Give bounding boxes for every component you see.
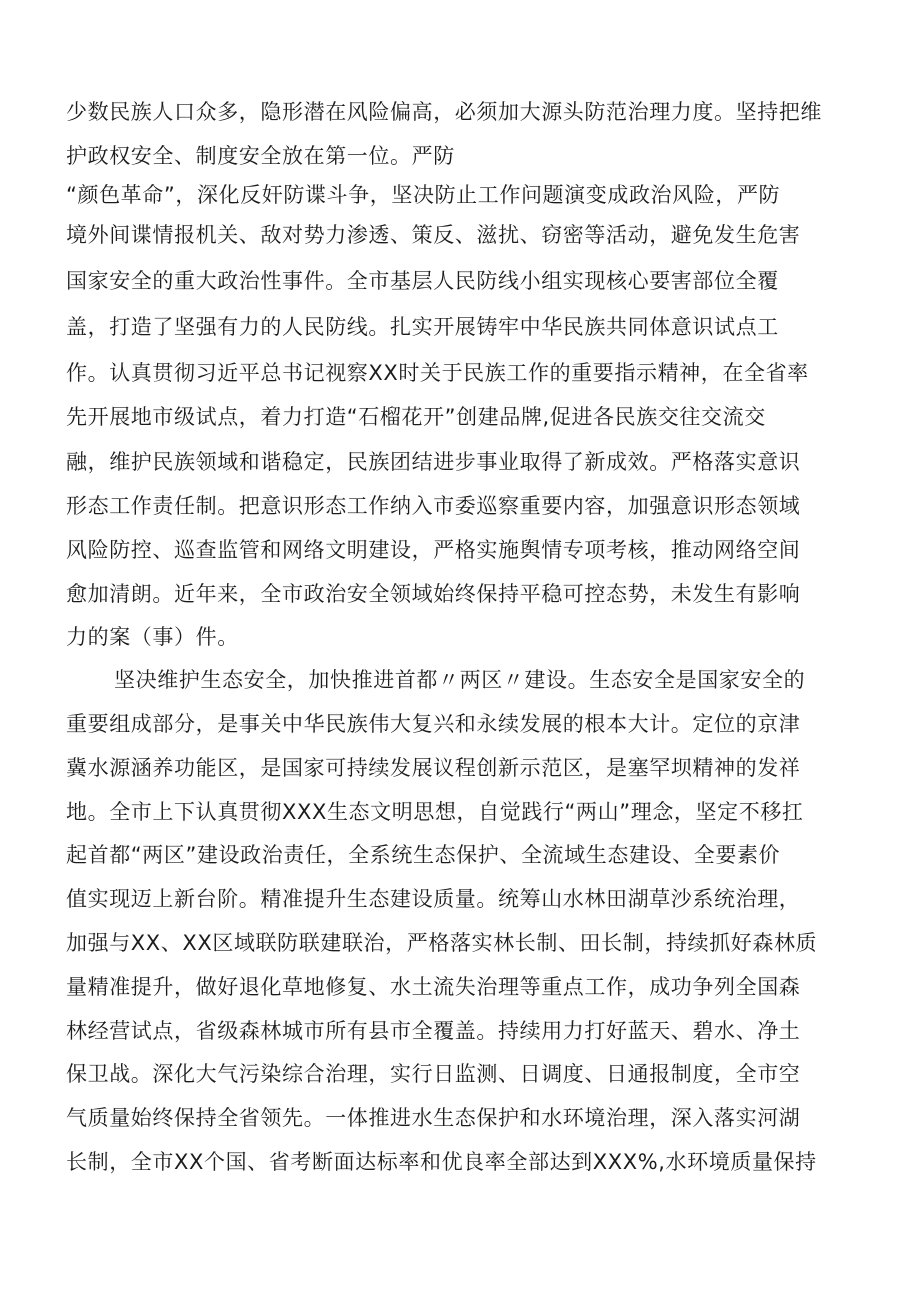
text-line: 国家安全的重大政治性事件。全市基层人民防线小组实现核心要害部位全覆 bbox=[66, 269, 779, 293]
text-line: 保卫战。深化大气污染综合治理，实行日监测、日调度、日通报制度，全市空 bbox=[66, 1062, 801, 1086]
text-line: 少数民族人口众多，隐形潜在风险偏高，必须加大源头防范治理力度。坚持把维 bbox=[66, 100, 822, 124]
text-line: 气质量始终保持全省领先。一体推进水生态保护和水环境治理，深入落实河湖 bbox=[66, 1106, 801, 1130]
text-line: 量精准提升，做好退化草地修复、水土流失治理等重点工作，成功争列全国森 bbox=[66, 975, 801, 999]
text-line: 护政权安全、制度安全放在第一位。严防 bbox=[66, 144, 455, 168]
text-line: 加强与XX、XX区域联防联建联治，严格落实林长制、田长制，持续抓好森林质 bbox=[66, 931, 818, 955]
text-line: 重要组成部分，是事关中华民族伟大复兴和永续发展的根本大计。定位的京津 bbox=[66, 712, 801, 736]
text-line: 先开展地市级试点，着力打造“石榴花开”创建品牌,促进各民族交往交流交 bbox=[66, 405, 766, 429]
text-line: 长制，全市XX个国、省考断面达标率和优良率全部达到XXX%,水环境质量保持 bbox=[66, 1150, 817, 1174]
text-line: 愈加清朗。近年来，全市政治安全领域始终保持平稳可控态势，未发生有影响 bbox=[66, 582, 801, 606]
paragraph-first-line: 坚决维护生态安全，加快推进首都〃两区〃建设。生态安全是国家安全的 bbox=[114, 668, 806, 692]
text-line: 境外间谍情报机关、敌对势力渗透、策反、滋扰、窃密等活动，避免发生危害 bbox=[66, 223, 801, 247]
text-line: 力的案（事）件。 bbox=[66, 625, 239, 649]
text-line: “颜色革命”，深化反奸防谍斗争，坚决防止工作问题演变成政治风险，严防 bbox=[66, 183, 781, 207]
text-line: 值实现迈上新台阶。精准提升生态建设质量。统筹山水林田湖草沙系统治理， bbox=[66, 887, 801, 911]
text-line: 冀水源涵养功能区，是国家可持续发展议程创新示范区，是塞罕坝精神的发祥 bbox=[66, 756, 801, 780]
text-line: 盖，打造了坚强有力的人民防线。扎实开展铸牢中华民族共同体意识试点工 bbox=[66, 315, 779, 339]
text-line: 作。认真贯彻习近平总书记视察XX时关于民族工作的重要指示精神，在全省率 bbox=[66, 361, 809, 385]
text-line: 起首都“两区”建设政治责任，全系统生态保护、全流域生态建设、全要素价 bbox=[66, 843, 781, 867]
text-line: 地。全市上下认真贯彻XXX生态文明思想，自觉践行“两山”理念，坚定不移扛 bbox=[66, 800, 804, 824]
text-line: 风险防控、巡查监管和网络文明建设，严格实施舆情专项考核，推动网络空间 bbox=[66, 538, 801, 562]
text-line: 林经营试点，省级森林城市所有县市全覆盖。持续用力打好蓝天、碧水、净土 bbox=[66, 1019, 801, 1043]
text-line: 融，维护民族领域和谐稳定，民族团结进步事业取得了新成效。严格落实意识 bbox=[66, 450, 801, 474]
text-line: 形态工作责任制。把意识形态工作纳入市委巡察重要内容，加强意识形态领域 bbox=[66, 494, 801, 518]
